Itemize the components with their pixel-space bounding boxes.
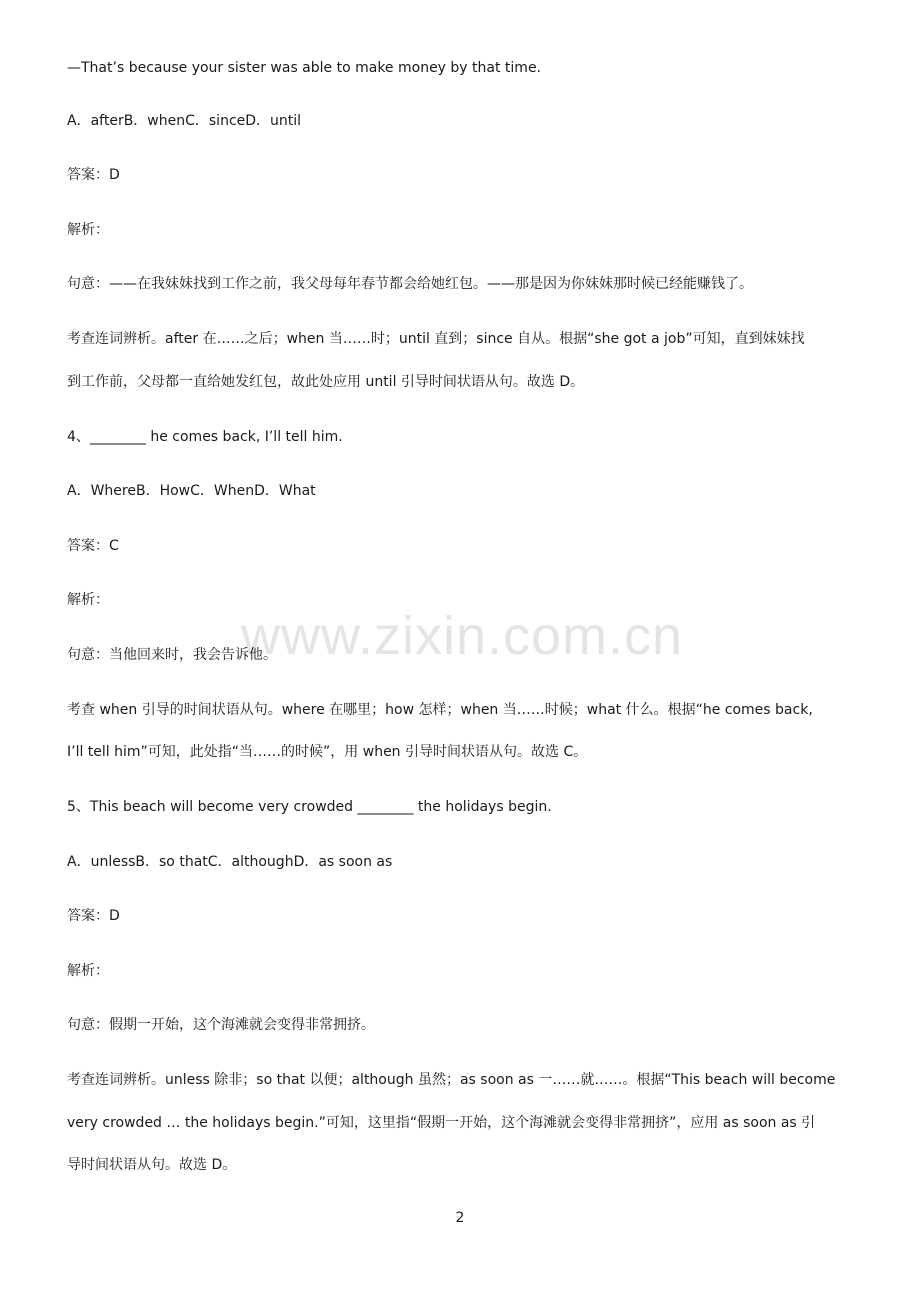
q3-explanation-line-1: 考查连词辨析。after 在……之后；when 当……时；until 直到；since 自从。根据“she got a job”可知，直到妹妹找 [67, 331, 805, 347]
q3-options: A．afterB．whenC．sinceD．until [67, 113, 302, 129]
q3-meaning: 句意：——在我妹妹找到工作之前，我父母每年春节都会给她红包。——那是因为你妹妹那时候已经能赚钱了。 [67, 276, 753, 292]
q5-explanation-line-1: 考查连词辨析。unless 除非；so that 以便；although 虽然；as soon as 一……就……。根据“This beach will become [67, 1072, 836, 1088]
q3-explanation-line-2: 到工作前，父母都一直给她发红包，故此处应用 until 引导时间状语从句。故选 D。 [67, 374, 585, 390]
q3-dialogue-reply: —That’s because your sister was able to make money by that time. [67, 60, 542, 76]
q4-explanation-line-1: 考查 when 引导的时间状语从句。where 在哪里；how 怎样；when 当……时候；what 什么。根据“he comes back, [67, 702, 813, 718]
q3-analysis-label: 解析： [67, 222, 109, 238]
q5-analysis-label: 解析： [67, 963, 109, 979]
q5-answer: 答案：D [67, 908, 120, 924]
q5-options: A．unlessB．so thatC．althoughD．as soon as [67, 854, 393, 870]
q4-question: 4、________ he comes back, I’ll tell him. [67, 429, 343, 445]
q3-answer: 答案：D [67, 167, 120, 183]
q5-question: 5、This beach will become very crowded ________ the holidays begin. [67, 799, 552, 815]
q5-meaning: 句意：假期一开始，这个海滩就会变得非常拥挤。 [67, 1017, 375, 1033]
q4-analysis-label: 解析： [67, 592, 109, 608]
watermark: www.zixin.com.cn [240, 606, 684, 666]
q4-explanation-line-2: I’ll tell him”可知，此处指“当……的时候”，用 when 引导时间状语从句。故选 C。 [67, 744, 588, 760]
q5-explanation-line-2: very crowded … the holidays begin.”可知，这里指“假期一开始，这个海滩就会变得非常拥挤”，应用 as soon as 引 [67, 1115, 816, 1131]
q4-options: A．WhereB．HowC．WhenD．What [67, 483, 316, 499]
q4-meaning: 句意：当他回来时，我会告诉他。 [67, 647, 277, 663]
q4-answer: 答案：C [67, 538, 119, 554]
page-number: 2 [455, 1210, 465, 1226]
q5-explanation-line-3: 导时间状语从句。故选 D。 [67, 1157, 237, 1173]
